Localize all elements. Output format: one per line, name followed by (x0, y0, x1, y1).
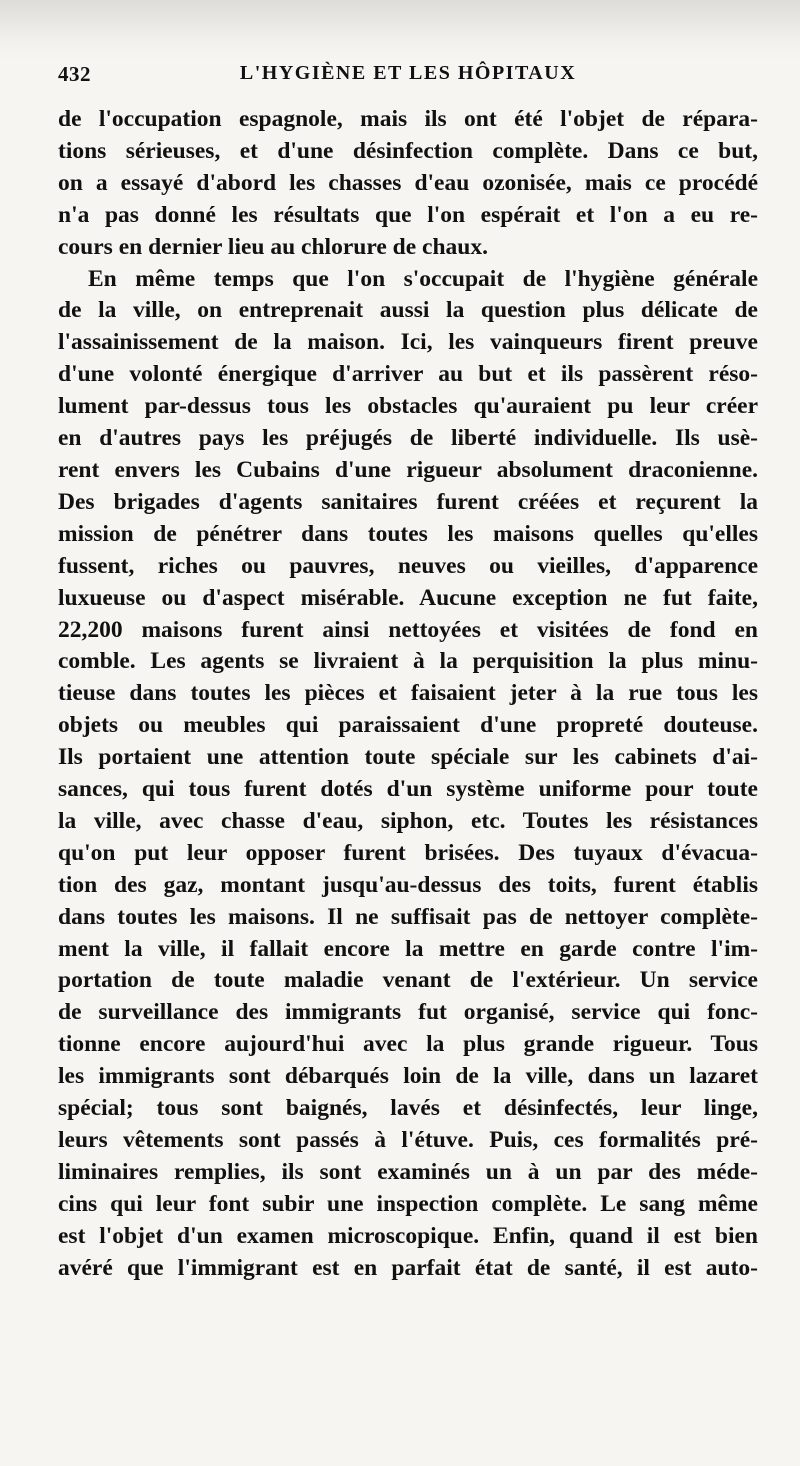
text-line: de l'occupation espagnole, mais ils ont été l'objet de répara- (58, 106, 758, 132)
text-line: cins qui leur font subir une inspection complète. Le sang même (58, 1190, 758, 1217)
text-line: tion des gaz, montant jusqu'au-dessus des toits, furent établis (58, 871, 758, 898)
text-line: objets ou meubles qui paraissaient d'une propreté douteuse. (58, 712, 758, 739)
text-line: les immigrants sont débarqués loin de la ville, dans un lazaret (58, 1063, 758, 1090)
text-line: liminaires remplies, ils sont examinés un à un par des méde- (58, 1158, 758, 1185)
text-line: leurs vêtements sont passés à l'étuve. Puis, ces formalités pré- (58, 1127, 758, 1153)
page-header (58, 62, 758, 94)
text-line: mission de pénétrer dans toutes les maisons quelles qu'elles (58, 520, 758, 547)
paragraph-1 (58, 104, 758, 264)
running-title: L'HYGIÈNE ET LES HÔPITAUX (239, 62, 577, 84)
text-line: d'une volonté énergique d'arriver au but et ils passèrent réso- (58, 361, 758, 388)
text-line: qu'on put leur opposer furent brisées. Des tuyaux d'évacua- (58, 839, 758, 866)
text-line: n'a pas donné les résultats que l'on espérait et l'on a eu re- (58, 201, 758, 228)
text-line: sances, qui tous furent dotés d'un système uniforme pour toute (58, 776, 758, 803)
text-line: la ville, avec chasse d'eau, siphon, etc. Toutes les résistances (58, 807, 758, 834)
text-line: tieuse dans toutes les pièces et faisaient jeter à la rue tous les (58, 680, 758, 707)
text-line: l'assainissement de la maison. Ici, les vainqueurs firent preuve (58, 329, 758, 356)
text-line: cours en dernier lieu au chlorure de chaux. (58, 233, 488, 260)
text-line: avéré que l'immigrant est en parfait état de santé, il est auto- (58, 1254, 758, 1281)
text-line: de la ville, on entreprenait aussi la question plus délicate de (58, 297, 758, 324)
text-line: lument par-dessus tous les obstacles qu'auraient pu leur créer (58, 393, 758, 420)
text-line: spécial; tous sont baignés, lavés et désinfectés, leur linge, (58, 1095, 758, 1122)
paragraph-2 (58, 264, 758, 1285)
text-line: 22,200 maisons furent ainsi nettoyées et visitées de fond en (58, 616, 758, 643)
text-line: en d'autres pays les préjugés de liberté individuelle. Ils usè- (58, 425, 758, 452)
text-line: portation de toute maladie venant de l'extérieur. Un service (58, 967, 758, 994)
text-line: Des brigades d'agents sanitaires furent créées et reçurent la (58, 488, 758, 515)
text-line: on a essayé d'abord les chasses d'eau ozonisée, mais ce procédé (58, 169, 758, 196)
body-text (58, 104, 758, 1285)
text-line: tions sérieuses, et d'une désinfection complète. Dans ce but, (58, 137, 758, 164)
text-line: rent envers les Cubains d'une rigueur absolument draconienne. (58, 456, 758, 483)
text-line: Ils portaient une attention toute spéciale sur les cabinets d'ai- (58, 744, 758, 771)
text-line: dans toutes les maisons. Il ne suffisait pas de nettoyer complète- (58, 903, 758, 930)
text-line: luxueuse ou d'aspect misérable. Aucune exception ne fut faite, (58, 584, 758, 611)
page-number: 432 (58, 62, 91, 86)
text-line: comble. Les agents se livraient à la perquisition la plus minu- (58, 648, 758, 675)
text-line: En même temps que l'on s'occupait de l'hygiène générale (88, 265, 758, 292)
text-line: fussent, riches ou pauvres, neuves ou vieilles, d'apparence (58, 552, 758, 579)
text-line: tionne encore aujourd'hui avec la plus grande rigueur. Tous (58, 1031, 758, 1058)
text-line: est l'objet d'un examen microscopique. Enfin, quand il est bien (58, 1222, 758, 1249)
text-line: de surveillance des immigrants fut organisé, service qui fonc- (58, 999, 758, 1026)
text-line: ment la ville, il fallait encore la mettre en garde contre l'im- (58, 935, 758, 962)
